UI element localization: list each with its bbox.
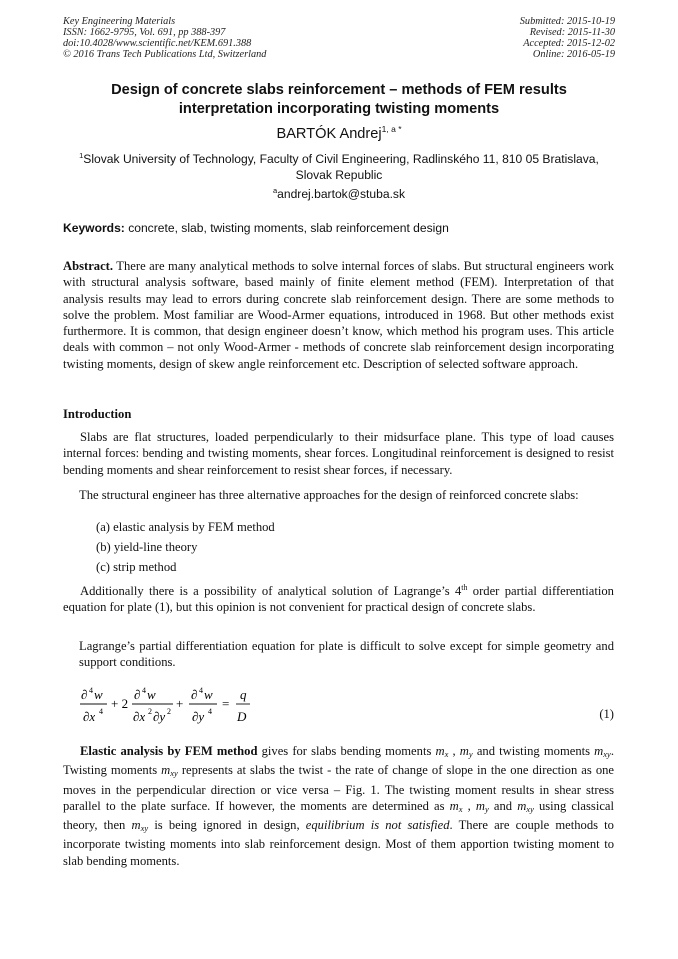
svg-text:q: q	[240, 687, 247, 702]
xy-subscript: xy	[603, 749, 611, 759]
keywords-label: Keywords:	[63, 221, 125, 235]
svg-text:∂: ∂	[134, 687, 141, 702]
x-subscript: x	[458, 803, 463, 814]
email	[60, 186, 618, 201]
intro-paragraph-1: Slabs are flat structures, loaded perpendicularly to their midsurface plane. This type of load causes internal forces: bending and twisting moments, shear forces. Longitudinal reinforcement is designed to resist bending moments and shear reinforcement to resist shear forces, if necessary.	[63, 430, 614, 477]
affiliation-line-2: Slovak Republic	[295, 168, 383, 183]
online-date: Online: 2016-05-19	[532, 49, 615, 60]
abstract-label: Abstract.	[63, 259, 114, 273]
svg-text:4: 4	[142, 686, 146, 695]
svg-text:2: 2	[167, 707, 171, 716]
svg-text:∂: ∂	[81, 687, 88, 702]
m-symbol: m	[594, 744, 604, 758]
fem-text-6: ,	[462, 798, 476, 813]
affiliation-line-1: Slovak University of Technology, Faculty of Civil Engineering, Radlinského 11, 810 05 Bratislava,	[83, 152, 599, 167]
copyright: © 2016 Trans Tech Publications Ltd, Switzerland	[63, 49, 267, 60]
submitted-date: Submitted: 2015-10-19	[519, 16, 615, 27]
author-sup: 1, a *	[381, 124, 402, 134]
list-item-c: (c) strip method	[96, 560, 177, 574]
svg-text:∂y: ∂y	[192, 709, 205, 724]
fem-text-3: and twisting moments	[472, 744, 595, 758]
fem-text-1: gives for slabs bending moments	[257, 744, 436, 758]
equation-graphic	[80, 684, 330, 728]
fem-text-5: represents at slabs the twist - the rate of change of slope in the one direction as one moves in the perpendicular direction or vice versa – Fig. 1. The twisting moment results in shear stress parallel to the plate surface. If however, the moments are determined as	[63, 763, 614, 813]
svg-text:4: 4	[89, 686, 93, 695]
keywords	[63, 221, 615, 235]
svg-text:w: w	[204, 687, 213, 702]
email-address[interactable]: andrej.bartok@stuba.sk	[277, 187, 406, 202]
svg-text:4: 4	[208, 707, 212, 716]
svg-text:w: w	[147, 687, 156, 702]
x-subscript: x	[444, 749, 449, 759]
abstract	[63, 258, 614, 372]
m-symbol: m	[435, 744, 445, 758]
svg-text:∂x: ∂x	[133, 709, 146, 724]
issn: ISSN: 1662-9795, Vol. 691, pp 388-397	[63, 27, 226, 38]
fem-text-7: and	[488, 798, 518, 813]
fem-paragraph	[63, 743, 614, 869]
list-item-b: (b) yield-line theory	[96, 540, 198, 554]
introduction-heading: Introduction	[63, 407, 132, 421]
p3-text-a: Additionally there is a possibility of analytical solution of Lagrange’s 4	[80, 584, 462, 598]
svg-text:2: 2	[148, 707, 152, 716]
fem-text-9: is being ignored in design,	[148, 818, 306, 833]
journal-header	[63, 16, 266, 60]
fem-bold: Elastic analysis by FEM method	[80, 744, 258, 758]
p3-text-b: order partial differentiation equation for plate (1), but this opinion is not convenient for practical design of concrete slabs.	[63, 584, 614, 615]
title-line-2: interpretation incorporating twisting moments	[178, 101, 500, 117]
journal-name: Key Engineering Materials	[63, 16, 176, 27]
list-item-a: (a) elastic analysis by FEM method	[96, 520, 275, 534]
fem-text-2: ,	[448, 744, 460, 758]
title-line-1: Design of concrete slabs reinforcement – methods of FEM results	[111, 82, 567, 98]
author-name: BARTÓK Andrej	[276, 125, 382, 142]
fem-italic-phrase: equilibrium is not satisfied	[305, 818, 450, 833]
svg-text:4: 4	[199, 686, 203, 695]
plate-equation	[80, 684, 330, 728]
svg-text:∂: ∂	[191, 687, 198, 702]
affiliation	[64, 148, 614, 183]
fem-text-11: . There are couple methods to incorporate twisting moments into slab reinforcement design. Most of them apportion twisting moment to slab bending moments.	[63, 818, 614, 868]
m-symbol: m	[131, 818, 141, 833]
fem-text-4: . Twisting moments	[63, 744, 614, 778]
email-sup: a	[272, 186, 278, 195]
m-symbol: m	[449, 798, 459, 813]
doi: doi:10.4028/www.scientific.net/KEM.691.388	[63, 38, 252, 49]
m-symbol: m	[517, 798, 527, 813]
xy-subscript: xy	[140, 823, 149, 834]
equation-number: (1)	[599, 707, 614, 721]
m-symbol: m	[459, 744, 469, 758]
intro-paragraph-3	[63, 580, 614, 616]
y-subscript: y	[468, 749, 473, 759]
svg-text:4: 4	[99, 707, 103, 716]
dates-header	[520, 16, 615, 60]
svg-text:∂x: ∂x	[83, 709, 96, 724]
abstract-text: There are many analytical methods to solve internal forces of slabs. But structural engineers work with structural analysis software, based mainly of finite element method (FEM). Interpretation of that analysis results may lead to errors during concrete slab reinforcement design. There are some methods to solve the problem. Most familiar are Wood-Armer equations, introduced in 1968. But other methods exist furthermore. It is common, that design engineer doesn’t know, which method his program uses. This article deals with common – not only Wood-Armer - methods of concrete slab reinforcement design incorporating twisting moments, design of skew angle reinforcement etc. Description of selected software approach.	[63, 259, 614, 371]
svg-text:+ 2: + 2	[111, 696, 129, 711]
author	[60, 124, 618, 142]
keywords-text: concrete, slab, twisting moments, slab reinforcement design	[124, 221, 449, 235]
paper-title	[60, 81, 618, 119]
m-symbol: m	[161, 763, 171, 778]
m-symbol: m	[475, 798, 485, 813]
revised-date: Revised: 2015-11-30	[529, 27, 615, 38]
svg-text:=: =	[222, 696, 230, 711]
svg-text:∂y: ∂y	[153, 709, 166, 724]
affiliation-sup: 1	[79, 151, 84, 160]
intro-paragraph-2: The structural engineer has three alternative approaches for the design of reinforced concrete slabs:	[79, 488, 579, 502]
intro-paragraph-4: Lagrange’s partial differentiation equation for plate is difficult to solve except for simple geometry and support conditions.	[79, 639, 614, 670]
p3-superscript: th	[461, 583, 468, 592]
y-subscript: y	[485, 803, 489, 814]
svg-text:+: +	[176, 696, 184, 711]
svg-text:D: D	[237, 709, 247, 724]
accepted-date: Accepted: 2015-12-02	[523, 38, 615, 49]
xy-subscript: xy	[170, 768, 178, 779]
fem-text-8: using classical theory, then	[63, 798, 615, 833]
xy-subscript: xy	[526, 803, 534, 814]
svg-text:w: w	[94, 687, 103, 702]
